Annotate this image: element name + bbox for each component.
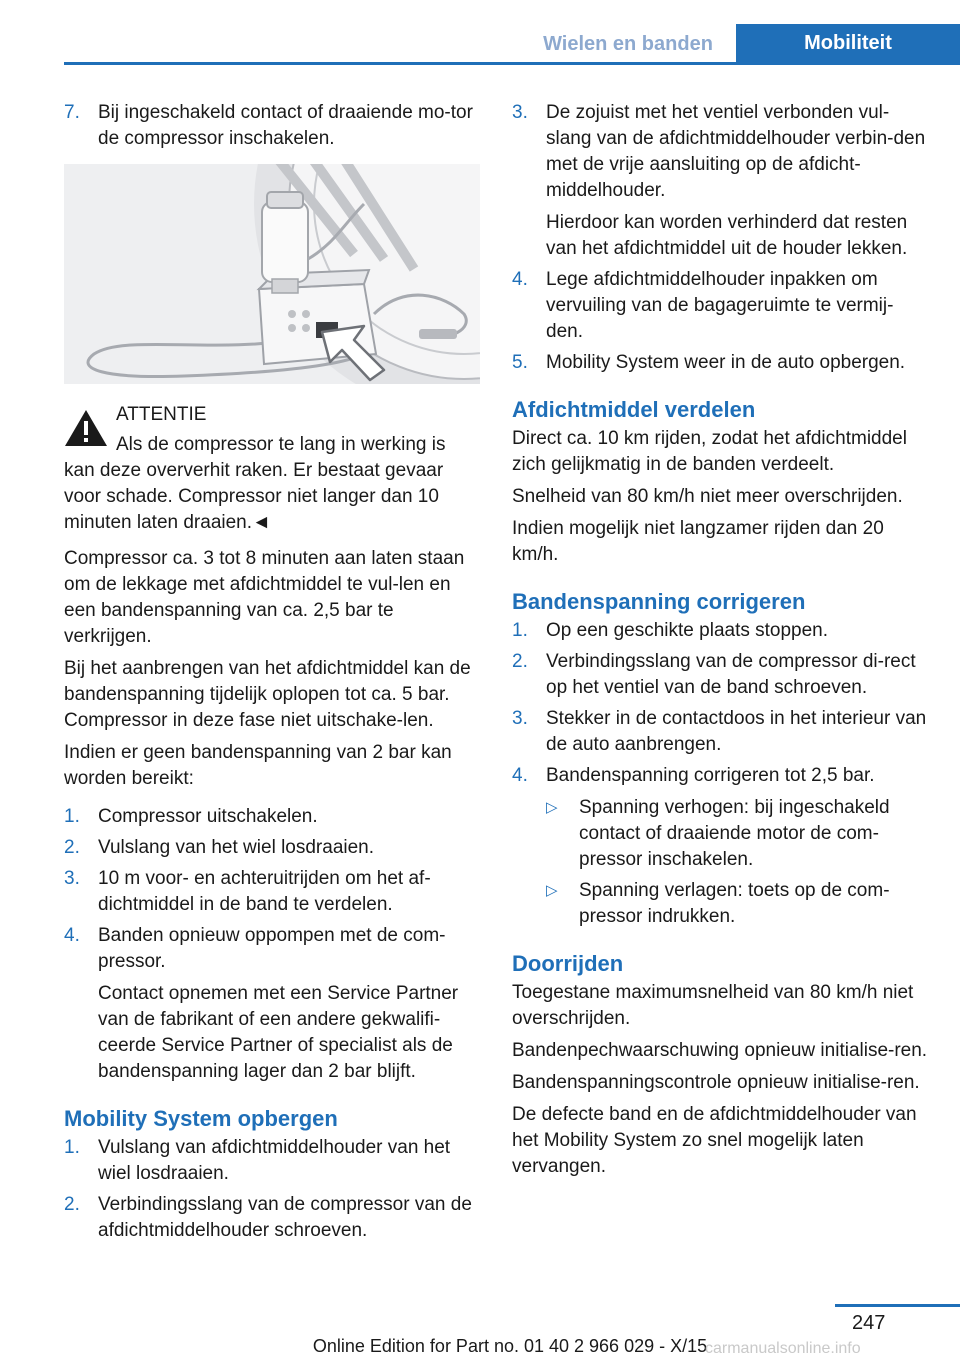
sub-list: [546, 795, 928, 930]
list-text: 10 m voor- en achteruitrijden om het af-dichtmiddel in de band te verdelen.: [98, 868, 431, 915]
list-item: [512, 267, 928, 345]
list-item: [64, 1192, 480, 1244]
list-text: Verbindingsslang van de compressor di-rect op het ventiel van de band schroeven.: [546, 651, 916, 698]
list-number: 2.: [64, 1194, 80, 1215]
section-heading: Bandenspanning corrigeren: [512, 589, 806, 614]
list-item: [64, 1135, 480, 1187]
compressor-illustration: [64, 164, 480, 384]
list-text: Lege afdichtmiddelhouder inpakken om vervuiling van de bagageruimte te vermij-den.: [546, 269, 894, 342]
list-text: Compressor uitschakelen.: [98, 806, 318, 827]
warning-triangle-icon: [64, 408, 108, 448]
list-text: Bij ingeschakeld contact of draaiende mo-tor de compressor inschakelen.: [98, 102, 473, 149]
list-item: [64, 866, 480, 918]
paragraph: Indien mogelijk niet langzamer rijden dan 20 km/h.: [512, 518, 884, 565]
list-item: [512, 649, 928, 701]
list-text: Vulslang van het wiel losdraaien.: [98, 837, 375, 858]
header-section-title: Wielen en banden: [543, 33, 713, 55]
list-number: 3.: [64, 868, 80, 889]
list-text: Mobility System weer in de auto opbergen.: [546, 352, 906, 373]
list-number: 4.: [512, 269, 528, 290]
section-heading: Afdichtmiddel verdelen: [512, 397, 756, 422]
list-subtext: Contact opnemen met een Service Partner van de fabrikant of een andere gekwalifi-ceerde Service Partner of specialist als de bandenspanning lager dan 2 bar blijft.: [98, 983, 459, 1082]
triangle-bullet-icon: ▷: [546, 882, 558, 899]
section-heading: Doorrijden: [512, 951, 624, 976]
left-column: [64, 100, 480, 1249]
warning-text: Als de compressor te lang in werking is kan deze oververhit raken. Er bestaat gevaar voor schade. Compressor niet langer dan 10 minuten laten draaien.◄: [64, 434, 446, 533]
paragraph: Indien er geen bandenspanning van 2 bar kan worden bereikt:: [64, 742, 452, 789]
list-number: 2.: [512, 651, 528, 672]
list-number: 4.: [512, 765, 528, 786]
list-subtext: Hierdoor kan worden verhinderd dat resten van het afdichtmiddel uit de houder lekken.: [546, 212, 908, 259]
paragraph: De defecte band en de afdichtmiddelhouder van het Mobility System zo snel mogelijk laten vervangen.: [512, 1104, 917, 1177]
sub-list-item: [546, 878, 928, 930]
sub-list-text: Spanning verlagen: toets op de com-pressor indrukken.: [579, 880, 890, 927]
list-text: Vulslang van afdichtmiddelhouder van het wiel losdraaien.: [98, 1137, 451, 1184]
list-item: [512, 706, 928, 758]
page-number: 247: [852, 1312, 886, 1334]
list-number: 1.: [512, 620, 528, 641]
list-number: 7.: [64, 102, 80, 123]
paragraph: Bandenpechwaarschuwing opnieuw initialise-ren.: [512, 1040, 928, 1061]
warning-box: [64, 402, 480, 536]
list-item: [64, 804, 480, 830]
list-item: [64, 923, 480, 1085]
list-number: 2.: [64, 837, 80, 858]
watermark: carmanualsonline.info: [705, 1340, 861, 1357]
paragraph: Compressor ca. 3 tot 8 minuten aan laten staan om de lekkage met afdichtmiddel te vul-len en een bandenspanning van ca. 2,5 bar te verkrijgen.: [64, 548, 465, 647]
page-header: [0, 0, 960, 66]
header-rule: [64, 62, 960, 65]
paragraph: Bij het aanbrengen van het afdichtmiddel kan de bandenspanning tijdelijk oplopen tot ca. 5 bar. Compressor in deze fase niet uitschake-len.: [64, 658, 471, 731]
list-text: Op een geschikte plaats stoppen.: [546, 620, 829, 641]
list-item: [64, 100, 480, 152]
list-number: 5.: [512, 352, 528, 373]
list-number: 4.: [64, 925, 80, 946]
list-text: Verbindingsslang van de compressor van de afdichtmiddelhouder schroeven.: [98, 1194, 472, 1241]
list-item: [512, 763, 928, 789]
list-number: 1.: [64, 806, 80, 827]
list-item: [512, 100, 928, 262]
section-heading: Mobility System opbergen: [64, 1106, 338, 1131]
paragraph: Snelheid van 80 km/h niet meer overschrijden.: [512, 486, 903, 507]
list-item: [512, 350, 928, 376]
list-number: 3.: [512, 102, 528, 123]
sub-list-item: [546, 795, 928, 873]
list-number: 1.: [64, 1137, 80, 1158]
footer-rule: [835, 1304, 960, 1307]
list-item: [512, 618, 928, 644]
paragraph: Direct ca. 10 km rijden, zodat het afdichtmiddel zich gelijkmatig in de banden verdeelt.: [512, 428, 907, 475]
paragraph: Bandenspanningscontrole opnieuw initialise-ren.: [512, 1072, 920, 1093]
list-text: De zojuist met het ventiel verbonden vul-slang van de afdichtmiddelhouder verbin-den met de vrije aansluiting op de afdicht-middelhouder.: [546, 102, 926, 201]
edition-note: Online Edition for Part no. 01 40 2 966 029 - X/15: [312, 1336, 708, 1356]
header-chapter-tab: Mobiliteit: [736, 24, 960, 62]
list-text: Banden opnieuw oppompen met de com-pressor.: [98, 925, 446, 972]
list-text: Bandenspanning corrigeren tot 2,5 bar.: [546, 765, 875, 786]
list-item: [64, 835, 480, 861]
list-number: 3.: [512, 708, 528, 729]
sub-list-text: Spanning verhogen: bij ingeschakeld contact of draaiende motor de com-pressor inschakelen.: [579, 797, 890, 870]
list-text: Stekker in de contactdoos in het interieur van de auto aanbrengen.: [546, 708, 927, 755]
triangle-bullet-icon: ▷: [546, 799, 558, 816]
paragraph: Toegestane maximumsnelheid van 80 km/h niet overschrijden.: [512, 982, 914, 1029]
right-column: [512, 100, 928, 1186]
warning-title: ATTENTIE: [116, 404, 207, 425]
